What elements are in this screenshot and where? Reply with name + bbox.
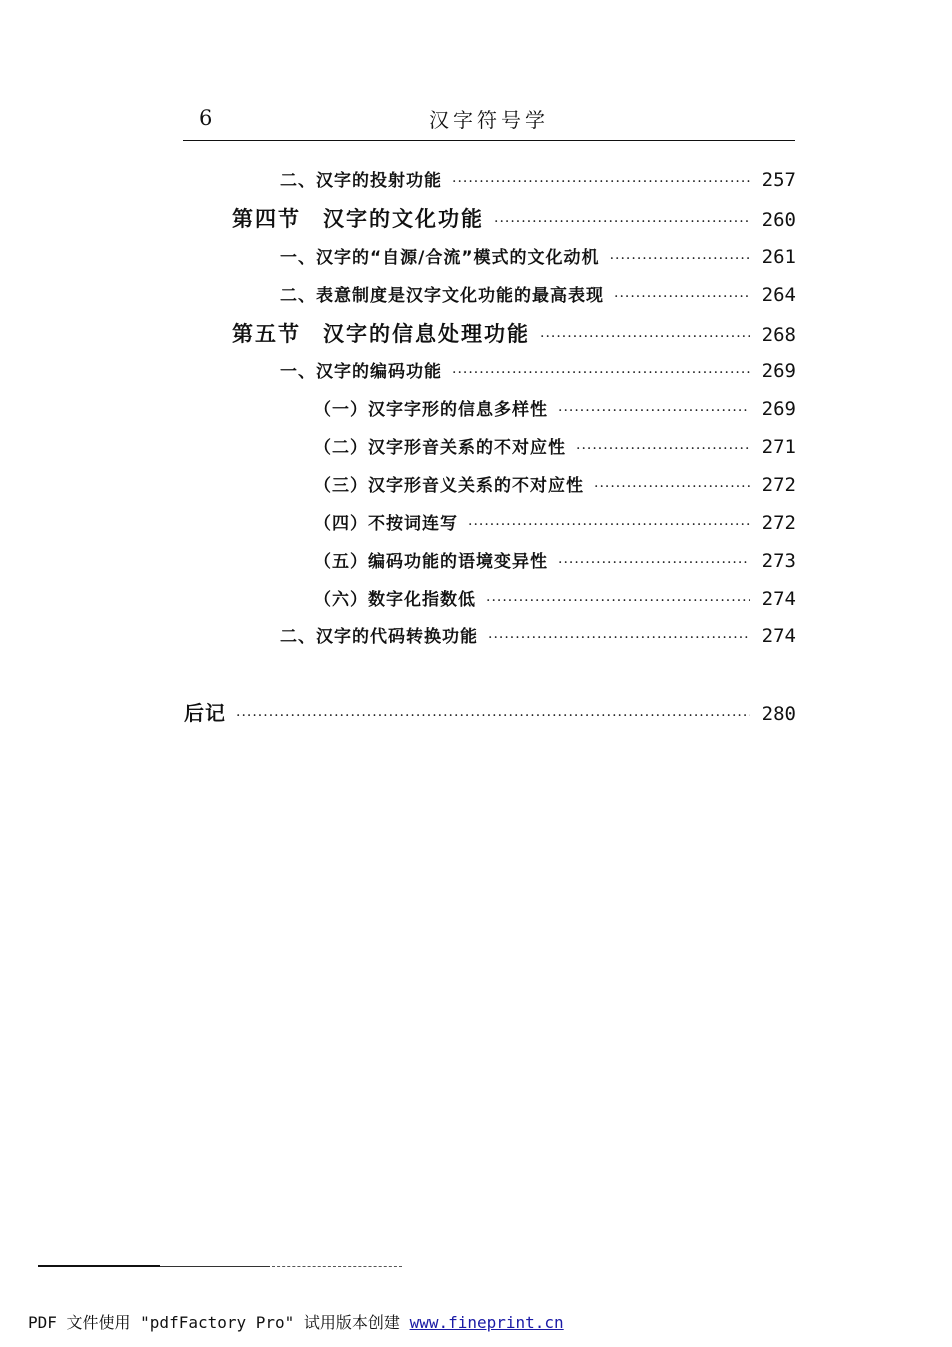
toc-entry[interactable]	[314, 585, 796, 610]
toc-entry-postscript[interactable]	[184, 697, 796, 726]
toc-entry-title: 二、表意制度是汉字文化功能的最高表现	[280, 286, 604, 306]
page-header	[183, 100, 795, 142]
dot-leader	[558, 403, 750, 419]
toc-entry-page: 257	[761, 169, 796, 191]
dot-leader	[576, 441, 750, 457]
toc-entry-page: 280	[761, 703, 796, 725]
toc-entry-page: 272	[761, 474, 796, 496]
toc-entry[interactable]	[280, 281, 796, 306]
dot-leader	[488, 630, 750, 646]
toc-entry-title: 汉字的信息处理功能	[323, 322, 530, 346]
toc-entry-page: 274	[761, 625, 796, 647]
dot-leader	[452, 174, 750, 190]
header-rule	[183, 140, 795, 141]
toc-entry[interactable]	[314, 395, 796, 420]
toc-entry-title: （六）数字化指数低	[314, 590, 476, 610]
toc-entry-title: 一、汉字的编码功能	[280, 362, 442, 382]
toc-entry[interactable]	[314, 433, 796, 458]
dot-leader	[558, 555, 750, 571]
dot-leader	[468, 517, 750, 533]
toc-entry-page: 272	[761, 512, 796, 534]
toc-entry[interactable]	[280, 357, 796, 382]
page-number: 6	[199, 106, 213, 130]
running-title: 汉字符号学	[429, 108, 549, 132]
toc-entry-title: （一）汉字字形的信息多样性	[314, 400, 548, 420]
toc-entry-title: （二）汉字形音关系的不对应性	[314, 438, 566, 458]
toc-entry-title: 汉字的文化功能	[323, 207, 484, 231]
dot-leader	[610, 251, 750, 267]
toc-entry-title: 一、汉字的“自源/合流”模式的文化动机	[280, 248, 600, 268]
dot-leader	[452, 365, 750, 381]
watermark-link[interactable]: www.fineprint.cn	[409, 1313, 564, 1332]
toc-entry[interactable]	[280, 166, 796, 191]
toc-entry-title: （三）汉字形音义关系的不对应性	[314, 476, 584, 496]
toc-entry[interactable]	[314, 547, 796, 572]
toc-entry-page: 260	[761, 209, 796, 231]
pdf-watermark	[28, 1310, 564, 1333]
toc-entry-page: 264	[761, 284, 796, 306]
toc-entry-page: 268	[761, 324, 796, 346]
dot-leader	[486, 593, 750, 609]
dot-leader	[236, 708, 750, 724]
footer-rule	[38, 1265, 160, 1267]
toc-entry-title: 二、汉字的投射功能	[280, 171, 442, 191]
toc-entry-title: 二、汉字的代码转换功能	[280, 627, 478, 647]
toc-entry-title: 后记	[184, 701, 226, 725]
toc-entry-page: 261	[761, 246, 796, 268]
toc-entry[interactable]	[280, 622, 796, 647]
toc-entry-page: 273	[761, 550, 796, 572]
dot-leader	[540, 329, 750, 345]
dot-leader	[594, 479, 750, 495]
toc-entry-title: （四）不按词连写	[314, 514, 458, 534]
toc-entry-page: 271	[761, 436, 796, 458]
toc-entry[interactable]	[314, 471, 796, 496]
footer-rule	[272, 1266, 402, 1267]
section-number: 第五节	[232, 322, 301, 346]
footer-rule	[160, 1266, 270, 1267]
toc-entry[interactable]	[280, 243, 796, 268]
section-number: 第四节	[232, 207, 301, 231]
toc-entry-page: 269	[761, 360, 796, 382]
toc-entry-title: （五）编码功能的语境变异性	[314, 552, 548, 572]
watermark-text: PDF 文件使用 "pdfFactory Pro" 试用版本创建	[28, 1313, 410, 1332]
dot-leader	[614, 289, 750, 305]
toc-entry[interactable]	[314, 509, 796, 534]
toc-entry[interactable]	[232, 318, 796, 348]
toc-entry-page: 274	[761, 588, 796, 610]
toc-entry-page: 269	[761, 398, 796, 420]
dot-leader	[494, 214, 750, 230]
toc-entry[interactable]	[232, 203, 796, 233]
